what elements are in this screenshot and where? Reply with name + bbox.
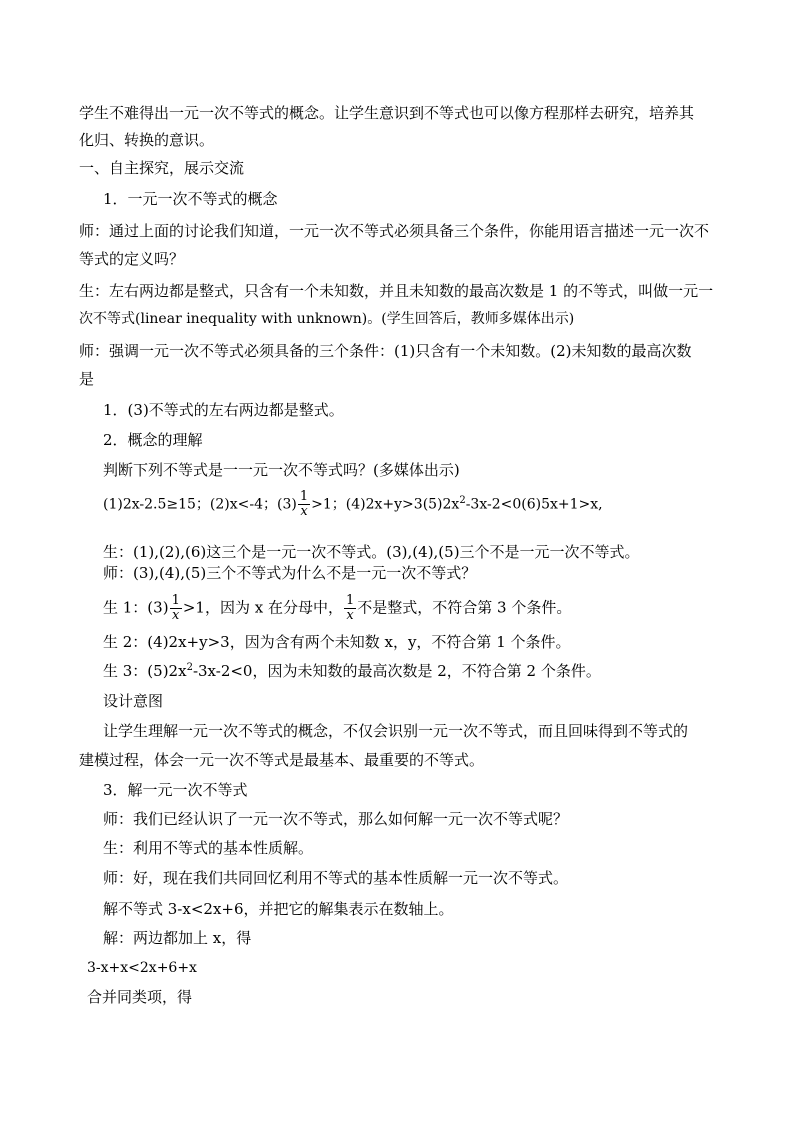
paragraph-line: 次不等式(linear inequality with unknown)。(学生回答后，教师多媒体出示) — [79, 311, 575, 327]
math-text: 生 1：(3) — [103, 598, 169, 617]
paragraph-line: 解：两边都加上 x，得 — [103, 929, 252, 947]
paragraph-line: 化归、转换的意识。 — [79, 131, 215, 149]
fraction-numerator: 1 — [171, 593, 180, 608]
paragraph-line: 建模过程，体会一元一次不等式是最基本、最重要的不等式。 — [79, 751, 485, 769]
subsection-heading: 2．概念的理解 — [103, 431, 203, 449]
math-text: 生 3：(5)2x — [103, 662, 187, 680]
fraction — [170, 594, 182, 623]
paragraph-line — [103, 661, 601, 681]
section-heading: 一、自主探究，展示交流 — [79, 159, 245, 177]
inequality-list — [103, 490, 603, 519]
paragraph-line: 生：(1),(2),(6)这三个是一元一次不等式。(3),(4),(5)三个不是一元一次不等式。 — [103, 543, 640, 561]
subsection-heading: 3．解一元一次不等式 — [103, 781, 248, 799]
paragraph-line: 生：利用不等式的基本性质解。 — [103, 839, 314, 857]
paragraph-line: 师：(3),(4),(5)三个不等式为什么不是一元一次不等式？ — [103, 564, 477, 582]
paragraph-line: 生：左右两边都是整式，只含有一个未知数，并且未知数的最高次数是 1 的不等式，叫做一元一 — [79, 282, 714, 300]
subsection-heading: 设计意图 — [103, 692, 164, 710]
math-text: >1；(4)2x+y>3(5)2x — [311, 496, 460, 513]
paragraph-line: 学生不难得出一元一次不等式的概念。让学生意识到不等式也可以像方程那样去研究，培养其 — [79, 104, 695, 122]
paragraph-line: 师：好，现在我们共同回忆利用不等式的基本性质解一元一次不等式。 — [103, 869, 569, 887]
math-line: 3-x+x<2x+6+x — [87, 960, 197, 976]
paragraph-line: 师：我们已经认识了一元一次不等式，那么如何解一元一次不等式呢？ — [103, 810, 569, 828]
math-text: >1，因为 x 在分母中， — [182, 598, 343, 617]
paragraph-line: 师：强调一元一次不等式必须具备的三个条件：(1)只含有一个未知数。(2)未知数的最高次数 — [79, 342, 692, 360]
paragraph-line: 判断下列不等式是一一元一次不等式吗？(多媒体出示) — [103, 461, 460, 479]
paragraph-line: 生 2：(4)2x+y>3，因为含有两个未知数 x，y，不符合第 1 个条件。 — [103, 633, 571, 651]
paragraph-line: 合并同类项，得 — [87, 988, 193, 1006]
math-text: (1)2x-2.5≥15；(2)x<-4；(3) — [103, 496, 297, 513]
paragraph-line — [103, 594, 571, 623]
paragraph-line: 等式的定义吗？ — [79, 250, 185, 268]
paragraph-line: 让学生理解一元一次不等式的概念，不仅会识别一元一次不等式，而且回味得到不等式的 — [103, 722, 689, 740]
exponent: 2 — [186, 662, 193, 673]
subsection-heading: 1．一元一次不等式的概念 — [103, 190, 278, 208]
exponent: 2 — [459, 494, 466, 506]
math-text: -3x-2<0，因为未知数的最高次数是 2，不符合第 2 个条件。 — [192, 662, 601, 680]
fraction — [344, 594, 356, 623]
fraction — [298, 490, 310, 519]
paragraph-line: 师：通过上面的讨论我们知道，一元一次不等式必须具备三个条件，你能用语言描述一元一次不 — [79, 222, 710, 240]
math-text: -3x-2<0(6)5x+1>x, — [465, 496, 603, 513]
paragraph-line: 解不等式 3-x<2x+6，并把它的解集表示在数轴上。 — [103, 900, 454, 918]
fraction-numerator: 1 — [299, 489, 309, 504]
fraction-denominator: x — [346, 608, 354, 623]
fraction-numerator: 1 — [345, 593, 355, 608]
paragraph-line: 是 — [79, 370, 95, 388]
math-text: 不是整式，不符合第 3 个条件。 — [357, 598, 572, 617]
fraction-denominator: x — [172, 608, 180, 623]
paragraph-line: 1．(3)不等式的左右两边都是整式。 — [103, 401, 344, 419]
fraction-denominator: x — [300, 504, 308, 519]
